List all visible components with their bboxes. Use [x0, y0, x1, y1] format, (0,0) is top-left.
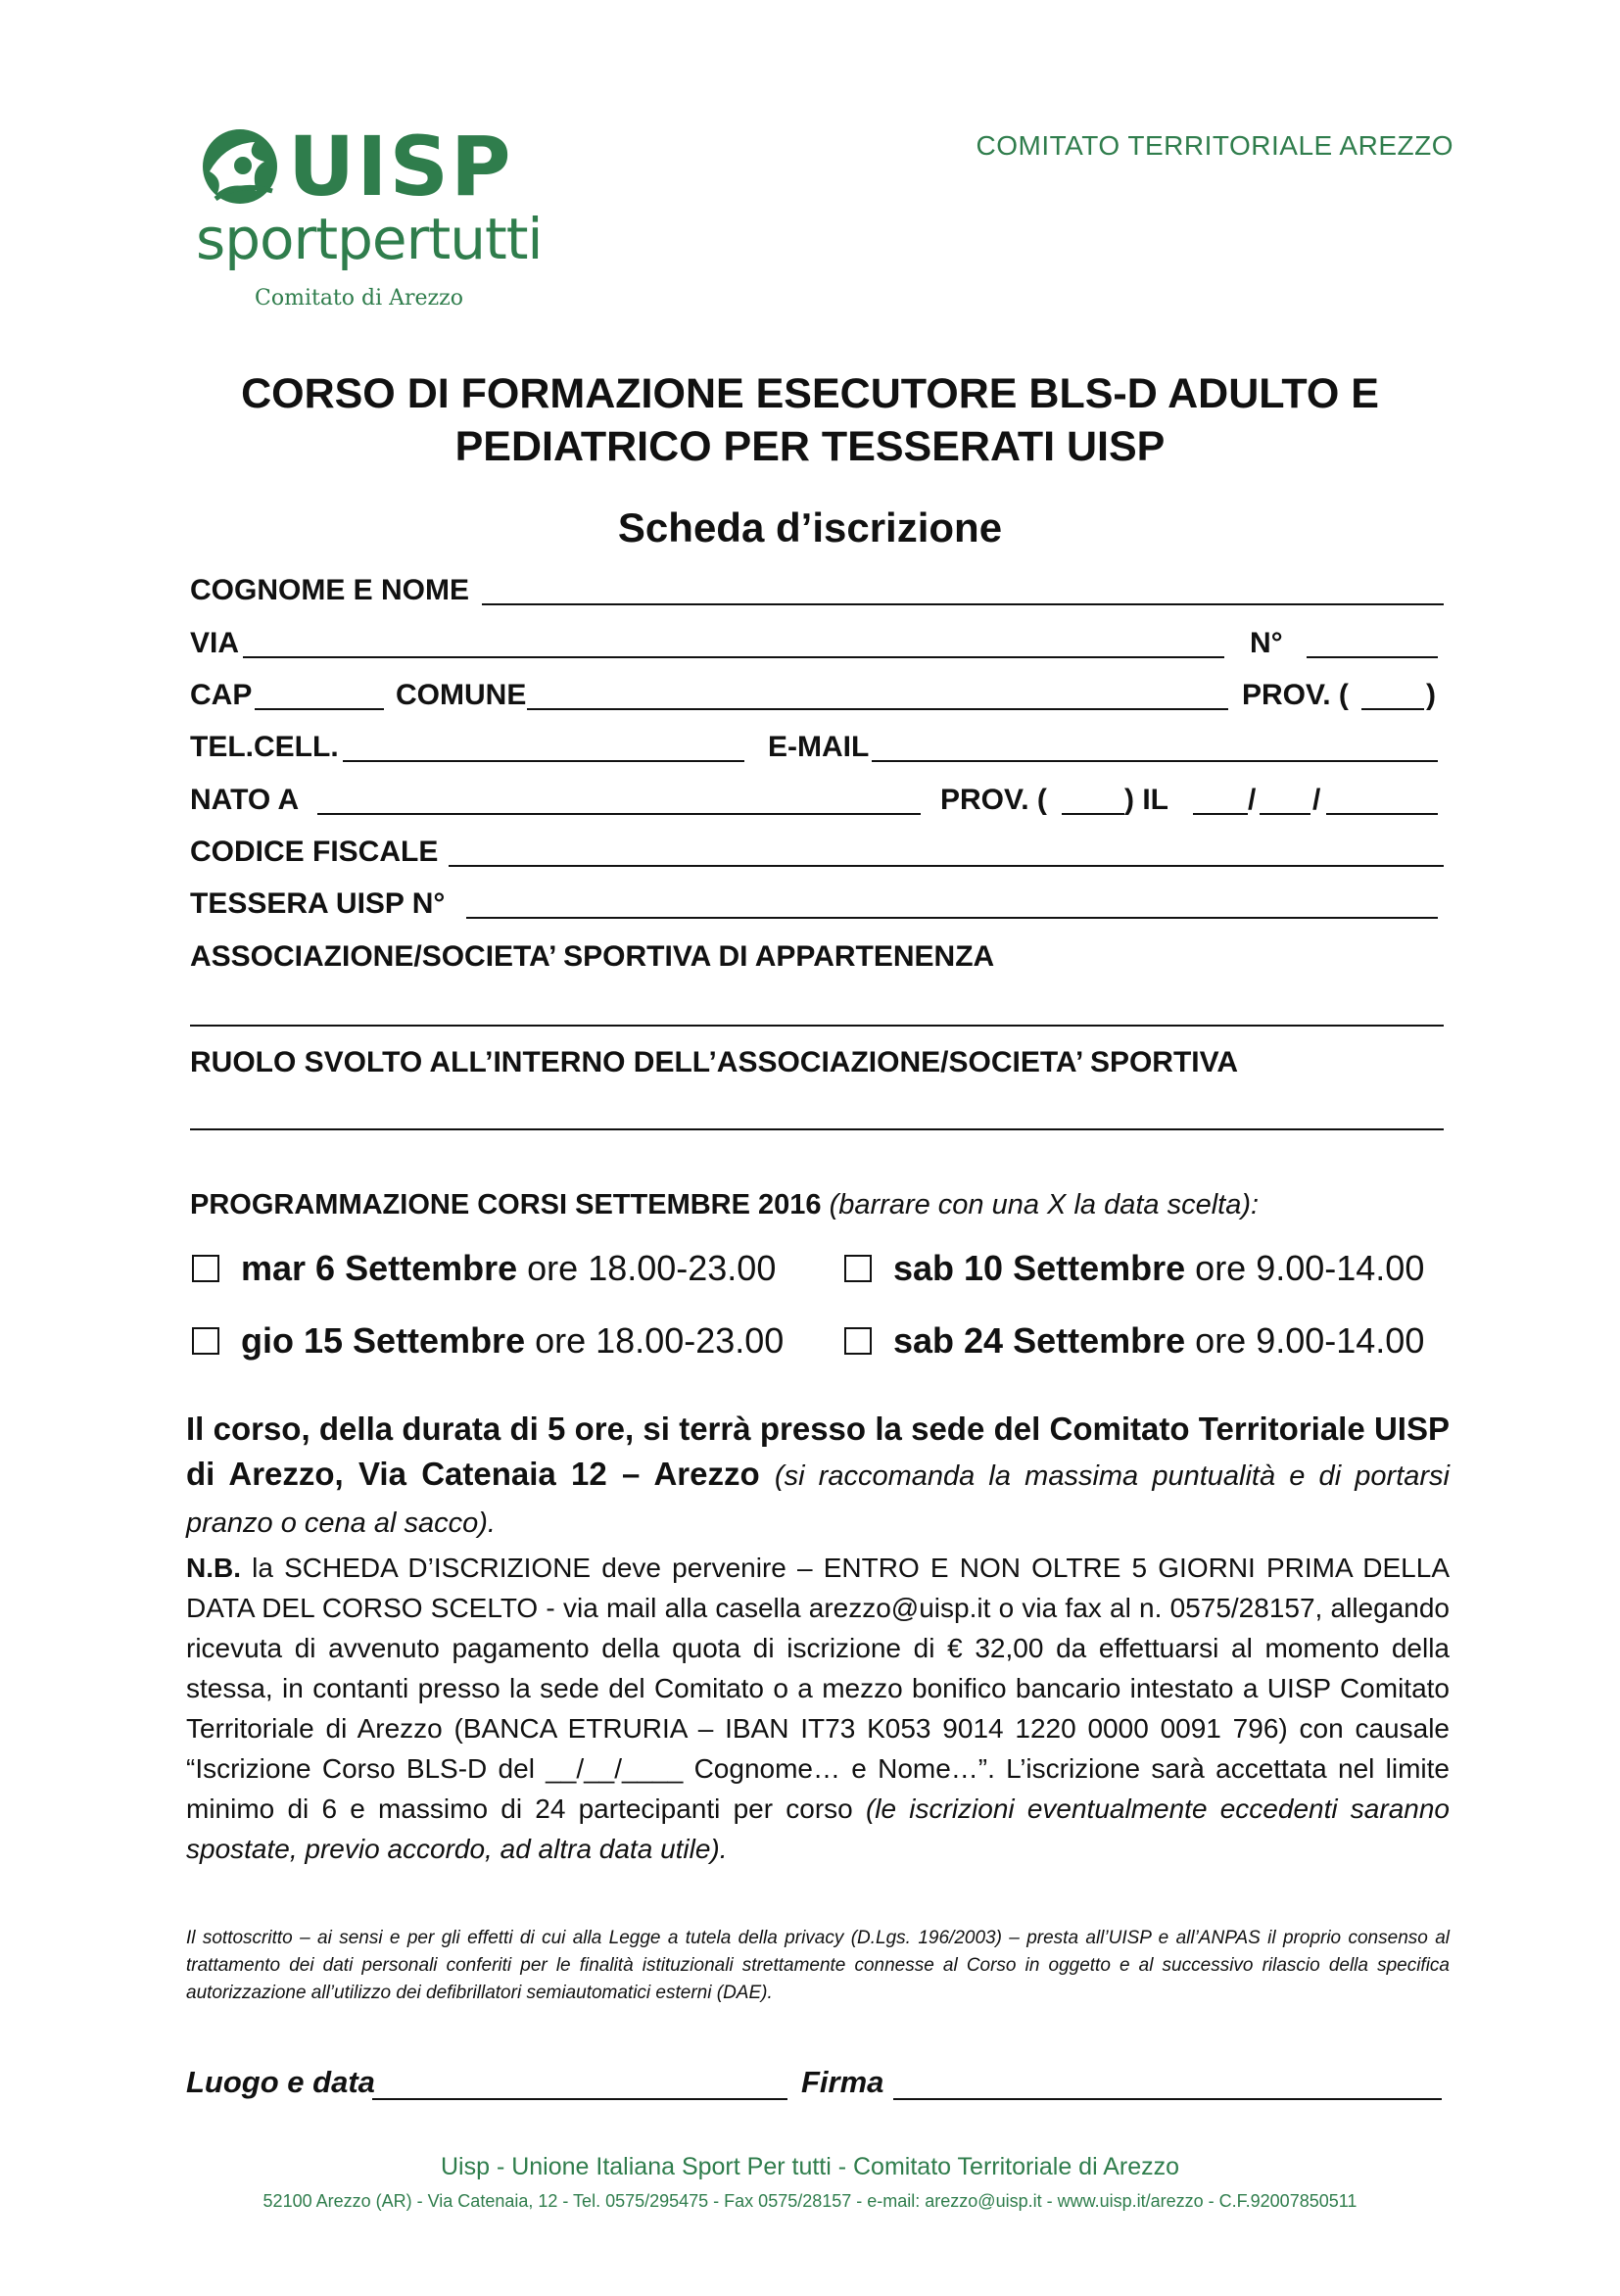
nb-text: la SCHEDA D’ISCRIZIONE deve pervenire – ENTRO E NON OLTRE 5 GIORNI PRIMA DELLA DATA DEL CORSO SCELTO - via mail alla casella arezzo@uisp.it o via fax al n. 0575/28157, allegando ricevuta di avvenuto pagamento della quota di iscrizione di € 32,00 da effettuarsi al momento della stessa, in contanti presso la sede del Comitato o a mezzo bonifico bancario intestato a UISP Comitato Territoriale di Arezzo (BANCA ETRURIA – IBAN IT73 K053 9014 1220 0000 0091 796) con causale “Iscrizione Corso BLS-D del __/__/____ Cognome… e Nome…”. L’iscrizione sarà accettata nel limite minimo di 6 e massimo di 24 partecipanti per corso: [186, 1553, 1451, 1824]
course-time: ore 18.00-23.00: [535, 1320, 785, 1361]
checkbox[interactable]: [844, 1327, 872, 1355]
codice-fiscale-input-line[interactable]: [449, 865, 1444, 867]
field-associazione-label-row: [190, 934, 1444, 978]
cognome-nome-label: COGNOME E NOME: [190, 574, 470, 606]
nb-paragraph: [186, 1548, 1450, 1869]
via-label: VIA: [190, 627, 240, 659]
via-input-line[interactable]: [243, 656, 1224, 658]
course-date: mar 6 Settembre: [241, 1248, 518, 1288]
tessera-input-line[interactable]: [466, 917, 1438, 919]
ruolo-input-line[interactable]: [190, 1128, 1444, 1130]
tel-label: TEL.CELL.: [190, 731, 339, 763]
field-cap-comune: [190, 673, 1444, 716]
nb-italic-note: (le iscrizioni eventualmente eccedenti saranno spostate, previo accordo, ad altra data utile).: [186, 1794, 1450, 1864]
committee-heading: COMITATO TERRITORIALE AREZZO: [976, 130, 1453, 161]
course-time: ore 9.00-14.00: [1195, 1320, 1425, 1361]
course-time: ore 18.00-23.00: [527, 1248, 777, 1288]
comune-label: COMUNE: [396, 679, 527, 711]
course-info: [186, 1407, 1450, 1869]
associazione-input-line[interactable]: [190, 1025, 1444, 1027]
date-slash-2: /: [1312, 784, 1321, 816]
prov-nascita-input-line[interactable]: [1062, 813, 1124, 815]
field-nascita: [190, 778, 1444, 821]
mese-input-line[interactable]: [1260, 813, 1310, 815]
associazione-label: ASSOCIAZIONE/SOCIETA’ SPORTIVA DI APPARTENENZA: [190, 940, 995, 973]
course-title-line2: PEDIATRICO PER TESSERATI UISP: [454, 423, 1166, 470]
course-option-3[interactable]: [192, 1320, 784, 1362]
course-location-bold: Il corso, della durata di 5 ore, si terrà presso la sede del Comitato Territoriale UISP di Arezzo, Via Catenaia 12 – Arezzo: [186, 1411, 1450, 1492]
anno-input-line[interactable]: [1326, 813, 1438, 815]
form-subtitle: Scheda d’iscrizione: [617, 504, 1003, 550]
cognome-nome-input-line[interactable]: [482, 603, 1444, 605]
logo-tagline: sportpertutti: [196, 206, 543, 272]
signature-row: [186, 2057, 1450, 2106]
field-cognome-nome: [190, 568, 1444, 611]
field-ruolo-label-row: [190, 1040, 1444, 1083]
logo-wordmark: UISP: [288, 119, 513, 215]
course-time: ore 9.00-14.00: [1195, 1248, 1425, 1288]
luogo-data-input-line[interactable]: [372, 2098, 787, 2100]
checkbox[interactable]: [192, 1255, 219, 1282]
privacy-consent: Il sottoscritto – ai sensi e per gli effetti di cui alla Legge a tutela della privacy (D.Lgs. 196/2003) – presta all’UISP e all’ANPAS il proprio consenso al trattamento dei dati personali conferiti per le finalità istituzionali strettamente connesse al Corso in oggetto e al successivo rilascio della specifica autorizzazione all’utilizzo dei defibrillatori semiautomatici esterni (DAE).: [186, 1928, 1450, 2003]
cap-label: CAP: [190, 679, 253, 711]
prov-nascita-label: PROV. (: [940, 784, 1047, 816]
email-input-line[interactable]: [872, 760, 1438, 762]
luogo-data-label: Luogo e data: [186, 2065, 375, 2099]
nato-a-input-line[interactable]: [317, 813, 921, 815]
footer-organization: Uisp - Unione Italiana Sport Per tutti - Comitato Territoriale di Arezzo: [440, 2153, 1180, 2180]
field-associazione-line-row: [190, 989, 1444, 1032]
prov-label: PROV. (: [1242, 679, 1349, 711]
prov-close: ): [1426, 679, 1436, 711]
prov-input-line[interactable]: [1361, 708, 1424, 710]
course-location-text: [186, 1407, 1450, 1546]
course-title-line1: CORSO DI FORMAZIONE ESECUTORE BLS-D ADULTO E: [241, 370, 1379, 417]
course-date: gio 15 Settembre: [241, 1320, 526, 1361]
comune-input-line[interactable]: [527, 708, 1228, 710]
checkbox[interactable]: [192, 1327, 219, 1355]
tel-input-line[interactable]: [343, 760, 744, 762]
course-option-2[interactable]: [844, 1248, 1424, 1289]
footer-contacts: 52100 Arezzo (AR) - Via Catenaia, 12 - Tel. 0575/295475 - Fax 0575/28157 - e-mail: arezzo@uisp.it - www.uisp.it/arezzo - C.F.92007850511: [262, 2191, 1358, 2211]
date-slash-1: /: [1248, 784, 1257, 816]
programmazione-note: (barrare con una X la data scelta):: [829, 1189, 1260, 1220]
field-ruolo-line-row: [190, 1093, 1444, 1136]
tessera-label: TESSERA UISP N°: [190, 887, 446, 920]
field-codice-fiscale: [190, 830, 1444, 873]
programmazione-title: PROGRAMMAZIONE CORSI SETTEMBRE 2016: [190, 1189, 822, 1220]
giorno-input-line[interactable]: [1193, 813, 1248, 815]
il-label: ) IL: [1124, 784, 1168, 816]
checkbox[interactable]: [844, 1255, 872, 1282]
ruolo-label: RUOLO SVOLTO ALL’INTERNO DELL’ASSOCIAZIONE/SOCIETA’ SPORTIVA: [190, 1046, 1239, 1078]
course-option-1[interactable]: [192, 1248, 776, 1289]
codice-fiscale-label: CODICE FISCALE: [190, 836, 439, 868]
course-date: sab 24 Settembre: [893, 1320, 1186, 1361]
numero-input-line[interactable]: [1307, 656, 1438, 658]
cap-input-line[interactable]: [255, 708, 384, 710]
course-option-4[interactable]: [844, 1320, 1424, 1362]
firma-label: Firma: [801, 2065, 884, 2099]
logo-subtitle: Comitato di Arezzo: [255, 286, 463, 311]
course-location-note: (si raccomanda la massima puntualità e di portarsi pranzo o cena al sacco).: [186, 1460, 1450, 1539]
field-tessera: [190, 882, 1444, 925]
nato-a-label: NATO A: [190, 784, 300, 816]
firma-input-line[interactable]: [893, 2098, 1442, 2100]
numero-label: N°: [1250, 627, 1283, 659]
nb-label: N.B.: [186, 1553, 241, 1583]
programmazione-heading: [190, 1189, 1259, 1221]
uisp-logo: [196, 118, 543, 313]
field-via: [190, 621, 1444, 664]
field-tel-email: [190, 725, 1444, 768]
uisp-emblem-icon: [196, 122, 284, 211]
course-date: sab 10 Settembre: [893, 1248, 1186, 1288]
email-label: E-MAIL: [768, 731, 870, 763]
